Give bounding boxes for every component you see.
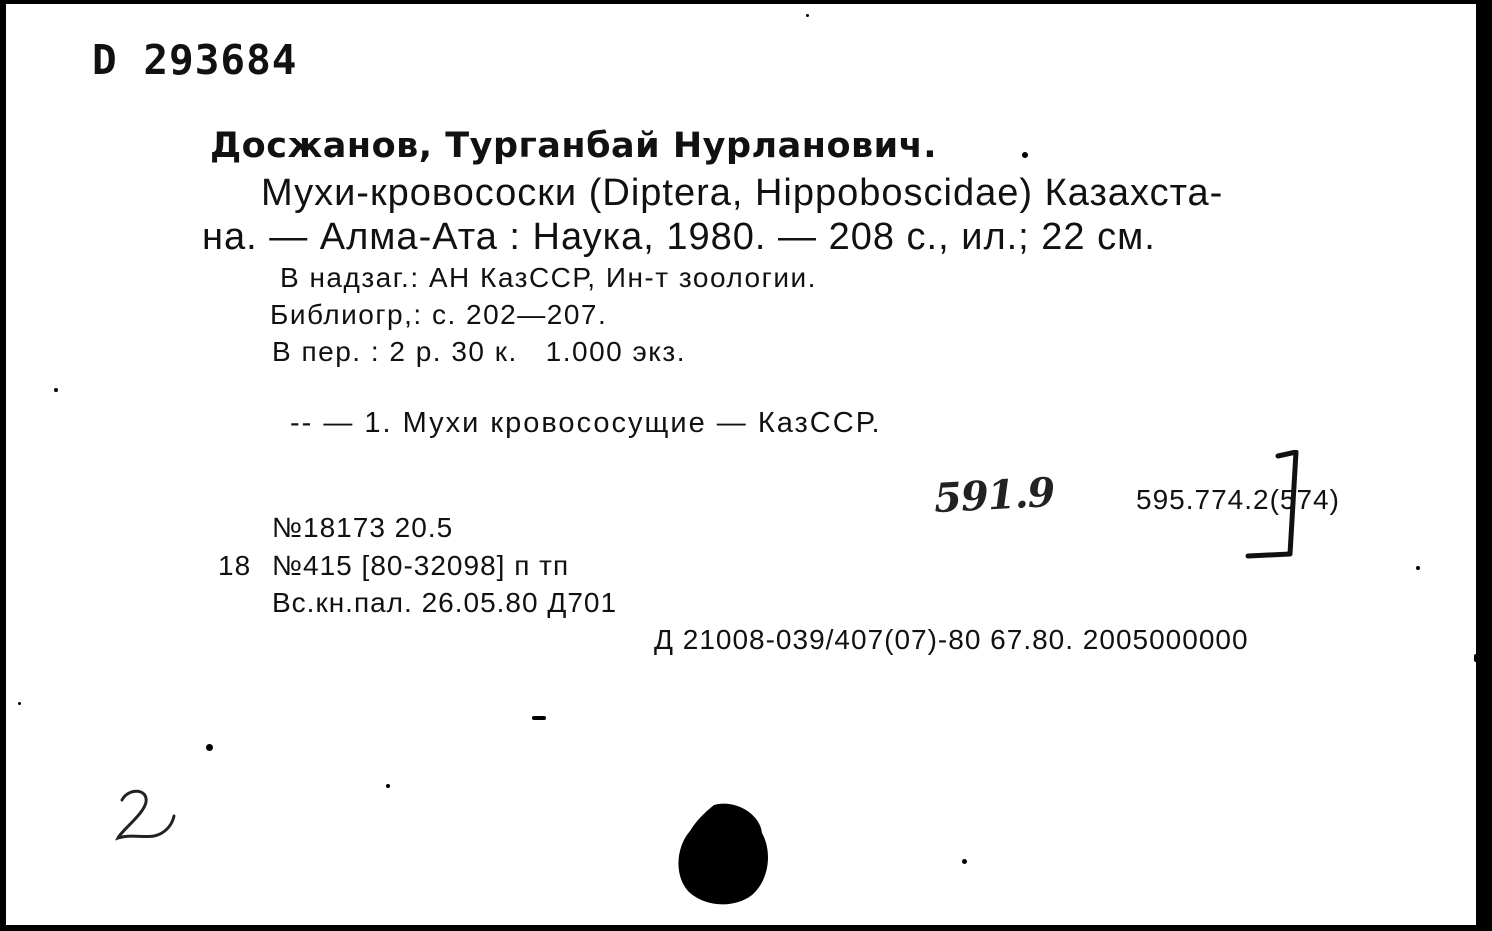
speck-4 xyxy=(386,784,390,788)
order-number: №415 [80-32098] п тп xyxy=(272,550,570,581)
note-bibliography: Библиогр,: с. 202—207. xyxy=(270,299,608,330)
note-header-org: В надзаг.: АН КазССР, Ин-т зоологии. xyxy=(280,262,817,293)
title-line-2: на. — Алма-Ата : Наука, 1980. — 208 с., ил.; 22 см. xyxy=(202,216,1156,258)
title-line-1: Мухи-кровососки (Diptera, Hippoboscidae) Казахста- xyxy=(261,172,1224,214)
note-price-print-run: В пер. : 2 р. 30 к. 1.000 экз. xyxy=(272,336,686,367)
register-number: №18173 20.5 xyxy=(272,512,454,543)
publication-index: Д 21008-039/407(07)-80 67.80. 2005000000 xyxy=(654,624,1249,655)
copies-prefix: 18 xyxy=(218,550,252,581)
card-id: D 293684 xyxy=(92,36,298,84)
handwritten-bracket-icon xyxy=(1244,450,1304,565)
speck-1 xyxy=(1022,152,1028,158)
speck-3 xyxy=(206,744,213,751)
speck-6 xyxy=(1416,566,1420,570)
handwritten-classification: 591.9 xyxy=(932,468,1056,523)
chamber-info: Вс.кн.пал. 26.05.80 Д701 xyxy=(272,587,618,618)
speck-5 xyxy=(962,859,967,864)
speck-10 xyxy=(1474,654,1478,662)
handwritten-number-mark xyxy=(114,786,184,846)
punch-hole-icon xyxy=(674,799,774,909)
speck-2 xyxy=(54,388,58,392)
speck-8 xyxy=(806,14,809,17)
author-heading: Досжанов, Турганбай Нурланович. xyxy=(210,126,938,166)
speck-7 xyxy=(532,716,546,720)
classification-code: 595.774.2(574) xyxy=(1136,484,1340,515)
speck-9 xyxy=(18,702,21,705)
subject-heading: -- — 1. Мухи кровососущие — КазССР. xyxy=(290,407,882,439)
